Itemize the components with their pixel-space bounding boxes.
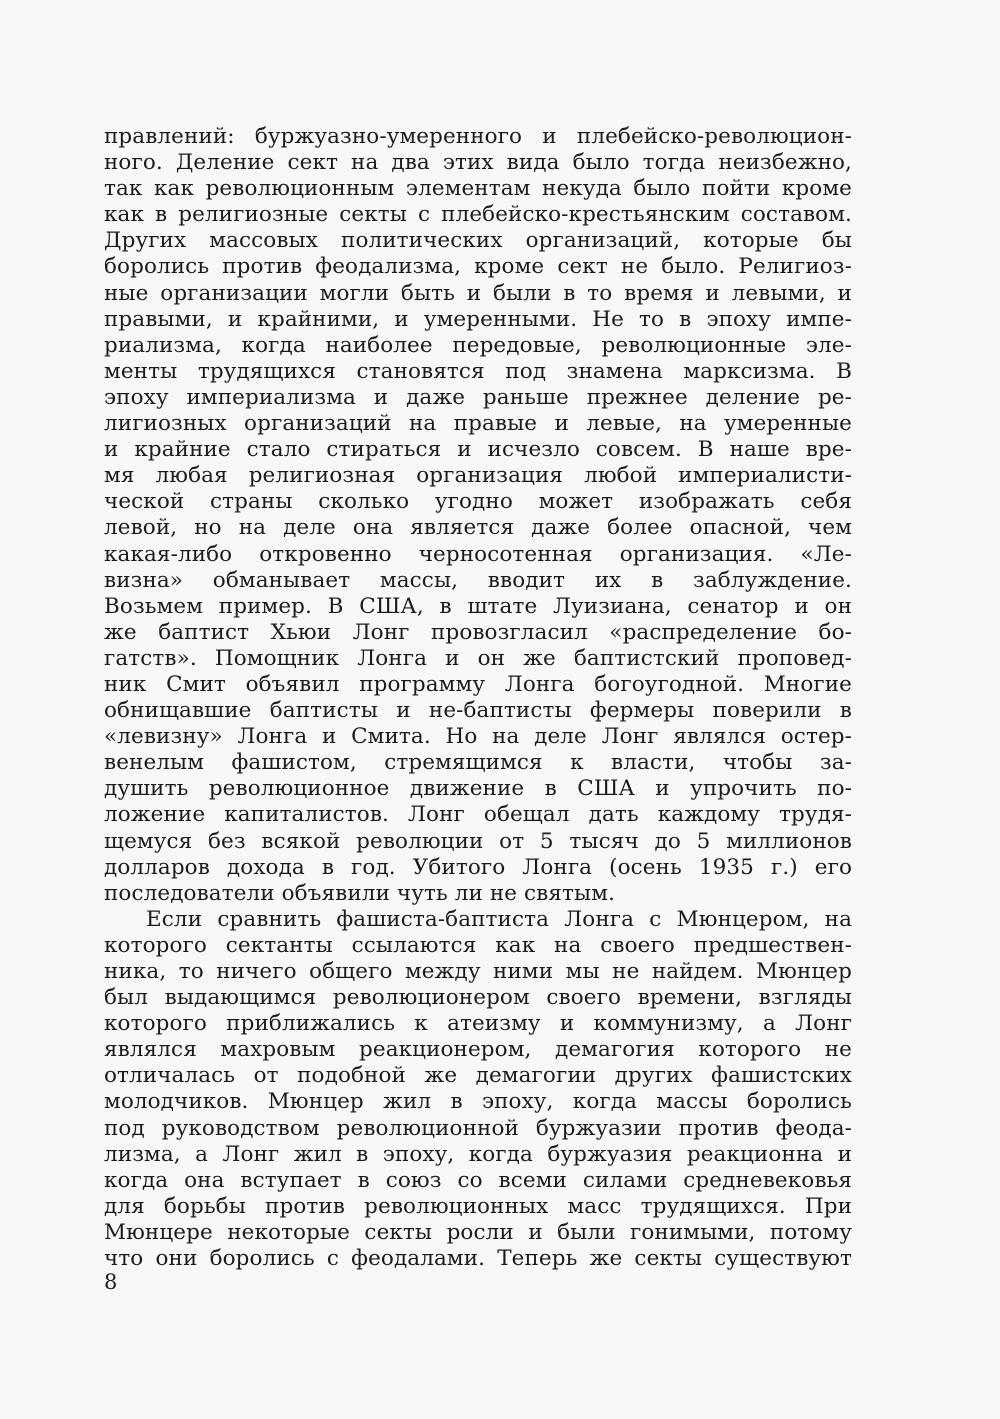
text-line: гатств». Помощник Лонга и он же баптистский проповед- [104,645,852,671]
text-line: ник Смит объявил программу Лонга богоугодной. Многие [104,671,852,697]
text-line: ного. Деление сект на два этих вида было тогда неизбежно, [104,150,852,176]
text-line: долларов дохода в год. Убитого Лонга (осень 1935 г.) его [104,854,852,880]
text-line: так как революционным элементам некуда было пойти кроме [104,176,852,202]
text-line: же баптист Хьюи Лонг провозгласил «распределение бо- [104,619,852,645]
text-line: «левизну» Лонга и Смита. Но на деле Лонг являлся остер- [104,724,852,750]
paragraph-2 [104,907,852,1272]
text-line: менты трудящихся становятся под знамена марксизма. В [104,358,852,384]
text-line: лизма, а Лонг жил в эпоху, когда буржуазия реакционна и [104,1141,852,1167]
text-line: отличалась от подобной же демагогии других фашистских [104,1063,852,1089]
text-line: был выдающимся революционером своего времени, взгляды [104,985,852,1011]
text-line: ные организации могли быть и были в то время и левыми, и [104,280,852,306]
paragraph-1 [104,124,852,907]
text-line: риализма, когда наиболее передовые, революционные эле- [104,332,852,358]
text-line: мя любая религиозная организация любой империалисти- [104,463,852,489]
text-line: Возьмем пример. В США, в штате Луизиана, сенатор и он [104,593,852,619]
text-line: венелым фашистом, стремящимся к власти, чтобы за- [104,750,852,776]
text-line: которого сектанты ссылаются как на своего предшествен- [104,932,852,958]
text-line: для борьбы против революционных масс трудящихся. При [104,1193,852,1219]
text-line: последователи объявили чуть ли не святым. [104,880,616,906]
text-line: что они боролись с феодалами. Теперь же секты существуют [104,1246,852,1272]
text-line: ника, то ничего общего между ними мы не найдем. Мюнцер [104,959,852,984]
text-line: правыми, и крайними, и умеренными. Не то в эпоху импе- [104,306,852,332]
text-line: являлся махровым реакционером, демагогия которого не [104,1037,852,1063]
text-line: ложение капиталистов. Лонг обещал дать каждому трудя- [104,802,852,828]
text-line: когда она вступает в союз со всеми силами средневековья [104,1167,852,1193]
text-line: боролись против феодализма, кроме сект не было. Религиоз- [104,254,852,280]
text-line: душить революционное движение в США и упрочить по- [104,776,852,802]
text-line: лигиозных организаций на правые и левые, на умеренные [104,411,852,437]
text-line: которого приближались к атеизму и коммунизму, а Лонг [104,1011,852,1037]
page-number: 8 [104,1270,118,1294]
text-line: ческой страны сколько угодно может изображать себя [104,489,852,515]
text-line: визна» обманывает массы, вводит их в заблуждение. [104,567,852,593]
text-line: как в религиозные секты с плебейско-крестьянским составом. [104,202,852,228]
text-line: и крайние стало стираться и исчезло совсем. В наше вре- [104,437,852,463]
text-line: Других массовых политических организаций, которые бы [104,228,852,254]
text-line: какая-либо откровенно черносотенная организация. «Ле- [104,541,852,567]
text-line: щемуся без всякой революции от 5 тысяч до 5 миллионов [104,828,852,854]
text-line: обнищавшие баптисты и не-баптисты фермеры поверили в [104,698,852,724]
text-line: правлений: буржуазно-умеренного и плебейско-революцион- [104,124,852,149]
text-line: эпоху империализма и даже раньше прежнее деление ре- [104,384,852,410]
text-line: левой, но на деле она является даже более опасной, чем [104,515,852,541]
text-line: Мюнцере некоторые секты росли и были гонимыми, потому [104,1219,852,1245]
body-text [104,124,852,1272]
text-line: под руководством революционной буржуазии против феода- [104,1115,852,1141]
text-line: молодчиков. Мюнцер жил в эпоху, когда массы боролись [104,1089,852,1115]
text-line: Если сравнить фашиста-баптиста Лонга с Мюнцером, на [146,906,852,932]
